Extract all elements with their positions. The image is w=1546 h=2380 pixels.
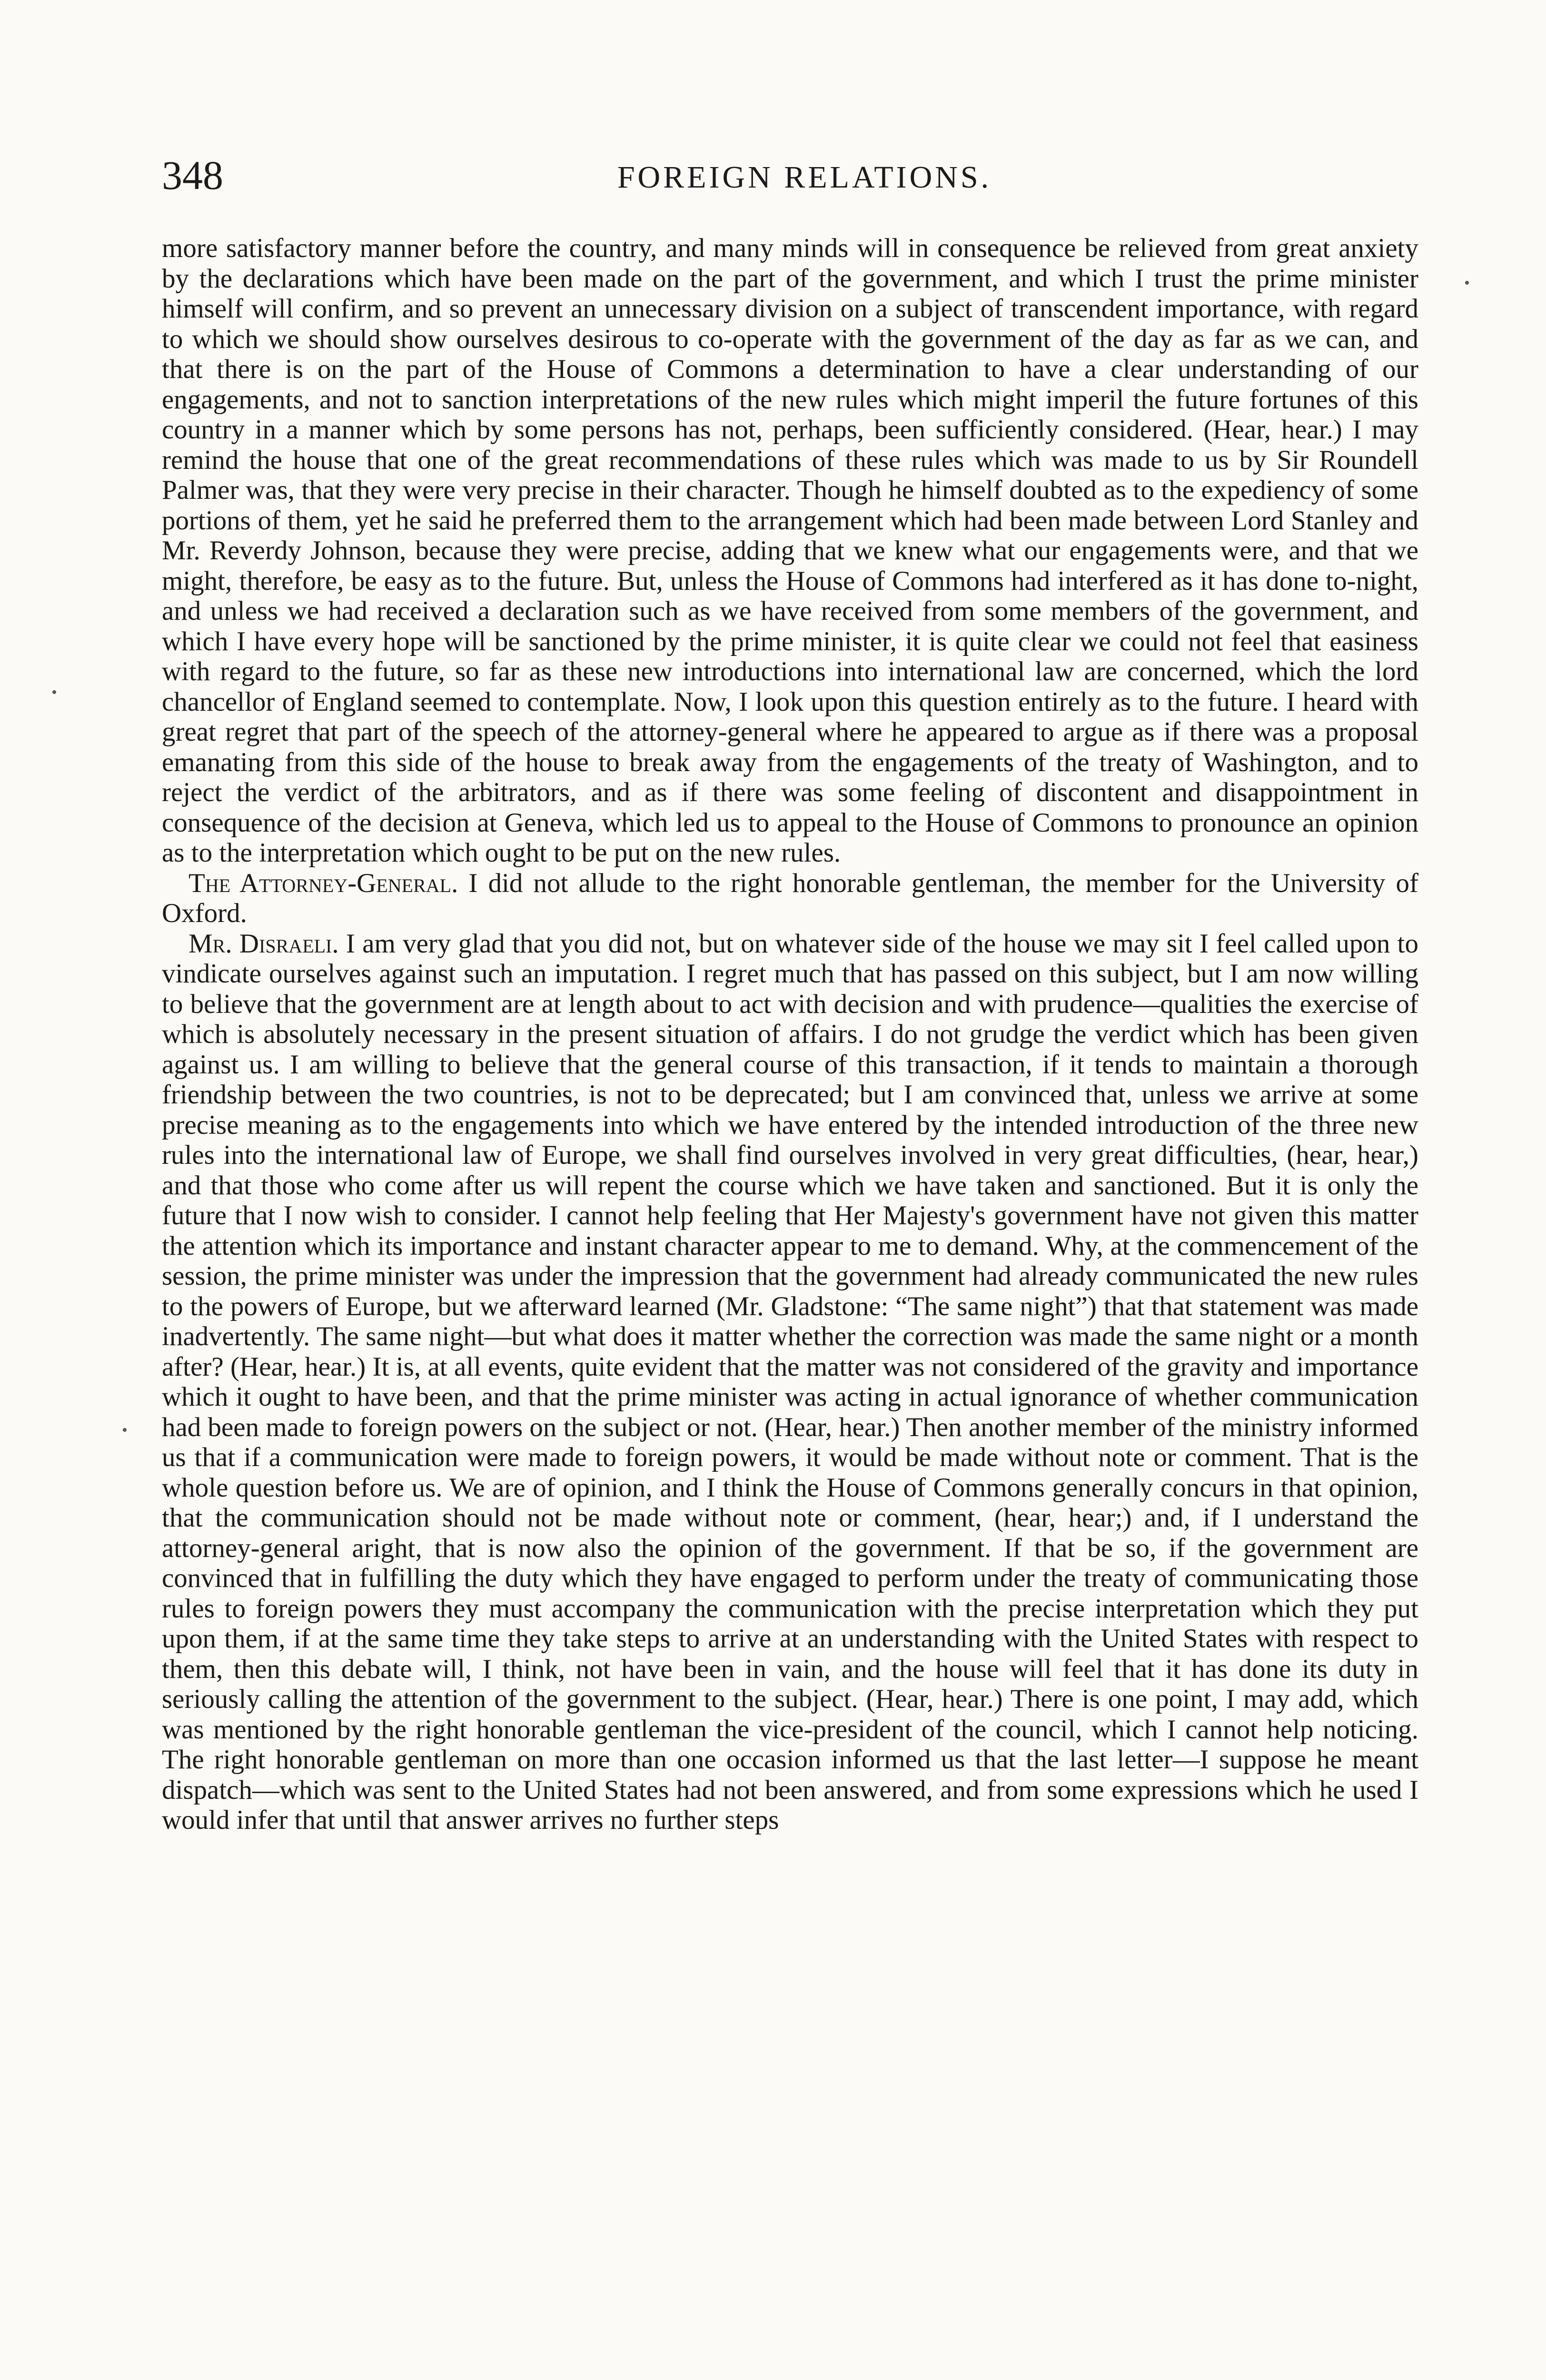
page-header bbox=[162, 151, 1447, 208]
body-text bbox=[162, 233, 1418, 1835]
running-head: FOREIGN RELATIONS. bbox=[617, 160, 992, 195]
print-speck bbox=[123, 1428, 127, 1432]
page-number: 348 bbox=[162, 152, 223, 198]
paragraph-continuation: more satisfactory manner before the country, and many minds will in consequence be relieved from great anxiety by the declarations which have been made on the part of the government, and which I trust the prime minister himself will confirm, and so prevent an unnecessary division on a subject of transcendent importance, with regard to which we should show ourselves desirous to co-operate with the government of the day as far as we can, and that there is on the part of the House of Commons a determination to have a clear understanding of our engagements, and not to sanction interpretations of the new rules which might imperil the future fortunes of this country in a manner which by some persons has not, perhaps, been sufficiently considered. (Hear, hear.) I may remind the house that one of the great recommendations of these rules which was made to us by Sir Roundell Palmer was, that they were very precise in their character. Though he himself doubted as to the expediency of some portions of them, yet he said he preferred them to the arrangement which had been made between Lord Stanley and Mr. Reverdy Johnson, because they were precise, adding that we knew what our engagements were, and that we might, therefore, be easy as to the future. But, unless the House of Commons had interfered as it has done to-night, and unless we had received a declaration such as we have received from some members of the government, and which I have every hope will be sanctioned by the prime minister, it is quite clear we could not feel that easiness with regard to the future, so far as these new introductions into international law are concerned, which the lord chancellor of England seemed to contemplate. Now, I look upon this question entirely as to the future. I heard with great regret that part of the speech of the attorney-general where he appeared to argue as if there was a proposal emanating from this side of the house to break away from the engagements of the treaty of Washington, and to reject the verdict of the arbitrators, and as if there was some feeling of discontent and disappointment in consequence of the decision at Geneva, which led us to appeal to the House of Commons to pronounce an opinion as to the interpretation which ought to be put on the new rules. bbox=[162, 233, 1418, 868]
speaker-attorney-general: The Attorney-General. bbox=[188, 868, 458, 898]
speech-disraeli: I am very glad that you did not, but on whatever side of the house we may sit I feel called upon to vindicate ourselves against such an imputation. I regret much that has passed on this subject, but I am now willing to believe that the government are at length about to act with decision and with prudence—qualities the exercise of which is absolutely necessary in the present situation of affairs. I do not grudge the verdict which has been given against us. I am willing to believe that the general course of this transaction, if it tends to maintain a thorough friendship between the two countries, is not to be deprecated; but I am convinced that, unless we arrive at some precise meaning as to the engagements into which we have entered by the intended introduction of the three new rules into the international law of Europe, we shall find ourselves involved in very great difficulties, (hear, hear,) and that those who come after us will repent the course which we have taken and sanctioned. But it is only the future that I now wish to consider. I cannot help feeling that Her Majesty's government have not given this matter the attention which its importance and instant character appear to me to demand. Why, at the commencement of the session, the prime minister was under the impression that the government had already communicated the new rules to the powers of Europe, but we afterward learned (Mr. Gladstone: “The same night”) that that statement was made inadvertently. The same night—but what does it matter whether the correction was made the same night or a month after? (Hear, hear.) It is, at all events, quite evident that the matter was not considered of the gravity and importance which it ought to have been, and that the prime minister was acting in actual ignorance of whether communication had been made to foreign powers on the subject or not. (Hear, hear.) Then another member of the ministry informed us that if a communication were made to foreign powers, it would be made without note or comment. That is the whole question before us. We are of opinion, and I think the House of Commons generally concurs in that opinion, that the communication should not be made without note or comment, (hear, hear;) and, if I understand the attorney-general aright, that is now also the opinion of the government. If that be so, if the government are convinced that in fulfilling the duty which they have engaged to perform under the treaty of communicating those rules to foreign powers they must accompany the communication with the precise interpretation which they put upon them, if at the same time they take steps to arrive at an understanding with the United States with respect to them, then this debate will, I think, not have been in vain, and the house will feel that it has done its duty in seriously calling the attention of the government to the subject. (Hear, hear.) There is one point, I may add, which was mentioned by the right honorable gentleman the vice-president of the council, which I cannot help noticing. The right honorable gentleman on more than one occasion informed us that the last letter—I suppose he meant dispatch—which was sent to the United States had not been answered, and from some expressions which he used I would infer that until that answer arrives no further steps bbox=[162, 928, 1418, 1835]
print-speck bbox=[1465, 281, 1469, 285]
speaker-disraeli: Mr. Disraeli. bbox=[188, 928, 339, 959]
paragraph-attorney-general bbox=[162, 868, 1418, 929]
print-speck bbox=[52, 690, 56, 694]
speech-attorney-general: I did not allude to the right honorable gentleman, the member for the University of Oxford. bbox=[162, 868, 1418, 928]
paragraph-disraeli bbox=[162, 929, 1418, 1835]
